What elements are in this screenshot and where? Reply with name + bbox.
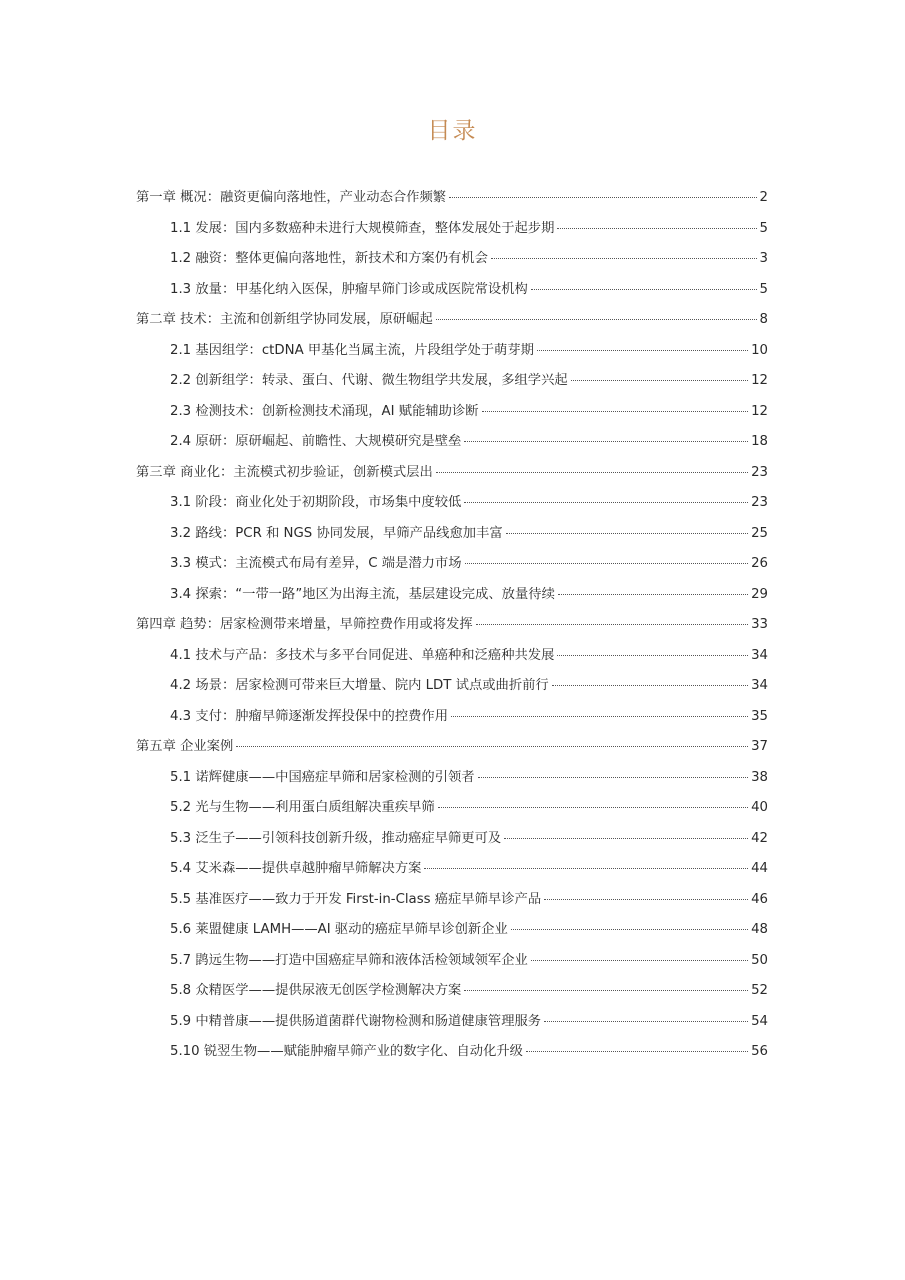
toc-entry-title: 1.3 放量：甲基化纳入医保，肿瘤早筛门诊或成医院常设机构 xyxy=(170,281,528,297)
toc-entry-title: 4.3 支付：肿瘤早筛逐渐发挥投保中的控费作用 xyxy=(170,708,449,724)
toc-entry-title: 5.4 艾米森——提供卓越肿瘤早筛解决方案 xyxy=(170,861,422,876)
toc-section-entry[interactable] xyxy=(136,430,768,461)
dot-leader xyxy=(451,715,748,717)
toc-page-number: 35 xyxy=(751,708,768,724)
toc-section-entry[interactable] xyxy=(136,705,768,736)
toc-page-number: 12 xyxy=(751,403,768,419)
toc-page-number: 40 xyxy=(751,800,768,815)
toc-entry-title: 第四章 趋势：居家检测带来增量，早筛控费作用或将发挥 xyxy=(136,617,473,632)
toc-page-number: 23 xyxy=(751,495,768,510)
toc-entry-title: 3.3 模式：主流模式布局有差异，C 端是潜力市场 xyxy=(170,556,462,571)
dot-leader xyxy=(552,684,748,686)
toc-entry-title: 2.1 基因组学：ctDNA 甲基化当属主流，片段组学处于萌芽期 xyxy=(170,342,534,358)
toc-entry-title: 1.1 发展：国内多数癌种未进行大规模筛查，整体发展处于起步期 xyxy=(170,220,555,236)
toc-entry-title: 5.1 诺辉健康——中国癌症早筛和居家检测的引领者 xyxy=(170,769,475,785)
toc-section-entry[interactable] xyxy=(136,400,768,431)
table-of-contents xyxy=(136,186,768,1071)
toc-section-entry[interactable] xyxy=(136,339,768,370)
toc-section-entry[interactable] xyxy=(136,888,768,919)
toc-page-number: 34 xyxy=(751,678,768,693)
dot-leader xyxy=(537,349,748,351)
dot-leader xyxy=(464,501,748,503)
toc-entry-title: 2.2 创新组学：转录、蛋白、代谢、微生物组学共发展，多组学兴起 xyxy=(170,373,568,388)
toc-section-entry[interactable] xyxy=(136,522,768,553)
toc-section-entry[interactable] xyxy=(136,766,768,797)
toc-page-number: 12 xyxy=(751,373,768,388)
toc-section-entry[interactable] xyxy=(136,827,768,858)
dot-leader xyxy=(506,532,748,534)
toc-entry-title: 5.5 基准医疗——致力于开发 First-in-Class 癌症早筛早诊产品 xyxy=(170,891,542,907)
toc-page-number: 3 xyxy=(759,251,768,266)
toc-entry-title: 3.1 阶段：商业化处于初期阶段，市场集中度较低 xyxy=(170,495,462,510)
toc-entry-title: 5.9 中精普康——提供肠道菌群代谢物检测和肠道健康管理服务 xyxy=(170,1013,542,1029)
toc-section-entry[interactable] xyxy=(136,369,768,400)
dot-leader xyxy=(482,410,749,412)
toc-entry-title: 4.2 场景：居家检测可带来巨大增量、院内 LDT 试点或曲折前行 xyxy=(170,678,549,693)
dot-leader xyxy=(464,440,748,442)
toc-entry-title: 4.1 技术与产品：多技术与多平台同促进、单癌种和泛癌种共发展 xyxy=(170,647,555,663)
dot-leader xyxy=(491,257,757,259)
toc-page-number: 23 xyxy=(751,464,768,480)
toc-section-entry[interactable] xyxy=(136,949,768,980)
toc-entry-title: 5.7 鹍远生物——打造中国癌症早筛和液体活检领域领军企业 xyxy=(170,952,528,968)
dot-leader xyxy=(558,593,748,595)
dot-leader xyxy=(236,745,748,747)
toc-page-number: 50 xyxy=(751,952,768,968)
toc-section-entry[interactable] xyxy=(136,644,768,675)
dot-leader xyxy=(531,959,748,961)
toc-section-entry[interactable] xyxy=(136,979,768,1010)
toc-entry-title: 3.4 探索：“一带一路”地区为出海主流，基层建设完成、放量待续 xyxy=(170,586,555,602)
dot-leader xyxy=(478,776,748,778)
toc-page-number: 37 xyxy=(751,739,768,754)
toc-entry-title: 5.6 莱盟健康 LAMH——AI 驱动的癌症早筛早诊创新企业 xyxy=(170,922,508,937)
dot-leader xyxy=(465,562,749,564)
dot-leader xyxy=(511,928,748,930)
toc-entry-title: 5.3 泛生子——引领科技创新升级，推动癌症早筛更可及 xyxy=(170,830,502,846)
toc-entry-title: 5.2 光与生物——利用蛋白质组解决重疾早筛 xyxy=(170,800,435,815)
page-title: 目录 xyxy=(427,118,478,144)
dot-leader xyxy=(557,227,756,229)
dot-leader xyxy=(436,471,748,473)
toc-page-number: 5 xyxy=(759,220,768,236)
dot-leader xyxy=(557,654,748,656)
toc-entry-title: 2.4 原研：原研崛起、前瞻性、大规模研究是壁垒 xyxy=(170,434,462,449)
toc-entry-title: 5.10 锐翌生物——赋能肿瘤早筛产业的数字化、自动化升级 xyxy=(170,1044,523,1059)
toc-section-entry[interactable] xyxy=(136,1040,768,1071)
toc-page-number: 33 xyxy=(751,617,768,632)
toc-page-number: 5 xyxy=(759,281,768,297)
toc-page-number: 26 xyxy=(751,556,768,571)
toc-section-entry[interactable] xyxy=(136,918,768,949)
dot-leader xyxy=(424,867,748,869)
toc-chapter-entry[interactable] xyxy=(136,735,768,766)
dot-leader xyxy=(571,379,748,381)
toc-chapter-entry[interactable] xyxy=(136,308,768,339)
toc-section-entry[interactable] xyxy=(136,674,768,705)
toc-section-entry[interactable] xyxy=(136,217,768,248)
toc-page-number: 52 xyxy=(751,983,768,998)
dot-leader xyxy=(544,898,748,900)
toc-page-number: 38 xyxy=(751,769,768,785)
toc-page-number: 34 xyxy=(751,647,768,663)
dot-leader xyxy=(531,288,757,290)
toc-page-number: 29 xyxy=(751,586,768,602)
toc-entry-title: 第三章 商业化：主流模式初步验证，创新模式层出 xyxy=(136,464,433,480)
toc-page-number: 2 xyxy=(759,190,768,205)
toc-page-number: 44 xyxy=(751,861,768,876)
toc-entry-title: 第二章 技术：主流和创新组学协同发展，原研崛起 xyxy=(136,312,433,327)
toc-section-entry[interactable] xyxy=(136,278,768,309)
dot-leader xyxy=(436,318,757,320)
toc-page-number: 54 xyxy=(751,1013,768,1029)
toc-page-number: 25 xyxy=(751,525,768,541)
toc-entry-title: 2.3 检测技术：创新检测技术涌现，AI 赋能辅助诊断 xyxy=(170,403,479,419)
toc-section-entry[interactable] xyxy=(136,552,768,583)
toc-page-number: 18 xyxy=(751,434,768,449)
toc-entry-title: 1.2 融资：整体更偏向落地性，新技术和方案仍有机会 xyxy=(170,251,488,266)
toc-chapter-entry[interactable] xyxy=(136,613,768,644)
toc-section-entry[interactable] xyxy=(136,491,768,522)
toc-entry-title: 第五章 企业案例 xyxy=(136,739,234,754)
toc-entry-title: 第一章 概况：融资更偏向落地性，产业动态合作频繁 xyxy=(136,190,447,205)
dot-leader xyxy=(438,806,748,808)
dot-leader xyxy=(544,1020,748,1022)
toc-page-number: 10 xyxy=(751,342,768,358)
dot-leader xyxy=(504,837,748,839)
dot-leader xyxy=(526,1050,748,1052)
toc-page-number: 48 xyxy=(751,922,768,937)
dot-leader xyxy=(464,989,748,991)
dot-leader xyxy=(476,623,748,625)
toc-section-entry[interactable] xyxy=(136,857,768,888)
toc-section-entry[interactable] xyxy=(136,796,768,827)
toc-chapter-entry[interactable] xyxy=(136,186,768,217)
dot-leader xyxy=(449,196,756,198)
toc-page-number: 8 xyxy=(759,312,768,327)
toc-entry-title: 3.2 路线：PCR 和 NGS 协同发展，早筛产品线愈加丰富 xyxy=(170,525,503,541)
toc-page-number: 42 xyxy=(751,830,768,846)
toc-page-number: 46 xyxy=(751,891,768,907)
toc-entry-title: 5.8 众精医学——提供尿液无创医学检测解决方案 xyxy=(170,983,462,998)
toc-section-entry[interactable] xyxy=(136,583,768,614)
toc-section-entry[interactable] xyxy=(136,1010,768,1041)
toc-page-number: 56 xyxy=(751,1044,768,1059)
toc-chapter-entry[interactable] xyxy=(136,461,768,492)
toc-section-entry[interactable] xyxy=(136,247,768,278)
